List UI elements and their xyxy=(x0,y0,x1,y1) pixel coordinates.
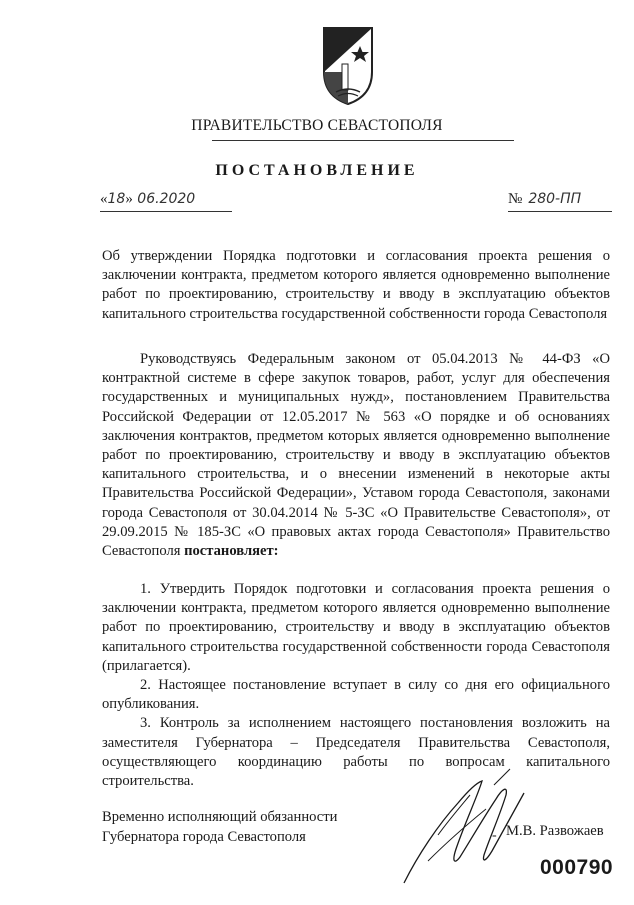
document-date xyxy=(100,191,232,212)
coat-of-arms-icon xyxy=(318,24,378,108)
signatory-name: М.В. Развожаев xyxy=(506,823,604,839)
document-number xyxy=(508,191,612,212)
date-day: 18 xyxy=(107,191,126,207)
resolution-item-2: 2. Настоящее постановление вступает в силу со дня его официального опубликования. xyxy=(102,677,610,713)
document-type: ПОСТАНОВЛЕНИЕ xyxy=(215,162,419,179)
title-divider xyxy=(212,140,514,141)
resolution-item-1: 1. Утвердить Порядок подготовки и согласования проекта решения о заключении контракта, предметом которого является одновременно выполнение работ по проектированию, строительству и вводу в эксплуатацию объектов капитального строительства государственной собственности города Севастополя (прилагается). xyxy=(102,581,610,674)
basis-text: Руководствуясь Федеральным законом от 05.04.2013 № 44-ФЗ «О контрактной системе в сфере закупок товаров, работ, услуг для обеспечения государственных и муниципальных нужд», постановлением Правительства Российской Федерации от 12.05.2017 № 563 «О порядке и об основаниях заключения контрактов, предметом которых является одновременно выполнение работ по проектированию, строительству и вводу в эксплуатацию объектов капитального строительства, и о внесении изменений в некоторые акты Правительства Российской Федерации», Уставом города Севастополя, законами города Севастополя от 30.04.2014 № 5-ЗС «О Правительстве Севастополя», от 29.09.2015 № 185-ЗС «О правовых актах города Севастополя» Правительство Севастополя xyxy=(102,351,610,560)
resolution-item-3: 3. Контроль за исполнением настоящего постановления возложить на заместителя Губернатора – Председателя Правительства Севастополя, осуществляющего координацию работы по вопросам капитального строительства. xyxy=(102,715,610,790)
date-close-quote: » xyxy=(125,191,133,207)
document-subject xyxy=(102,247,610,324)
resolves-word: постановляет: xyxy=(184,543,279,560)
subject-text: Об утверждении Порядка подготовки и согласования проекта решения о заключении контракта, предметом которого является одновременно выполнение работ по проектированию, строительству и вводу в эксплуатацию объектов капитального строительства государственной собственности города Севастополя xyxy=(102,248,610,322)
number-value: 280-ПП xyxy=(528,191,582,207)
date-month-year: 06.2020 xyxy=(137,191,196,207)
basis-paragraph xyxy=(102,350,610,561)
resolution-items xyxy=(102,580,610,791)
government-title: ПРАВИТЕЛЬСТВО СЕВАСТОПОЛЯ xyxy=(191,117,443,134)
position-line-1: Временно исполняющий обязанности xyxy=(102,809,338,825)
serial-number: 000790 xyxy=(540,856,614,879)
number-prefix: № xyxy=(508,191,523,207)
signatory-position xyxy=(102,808,337,847)
date-open-quote: « xyxy=(100,191,108,207)
signature-dash: - xyxy=(492,828,497,843)
position-line-2: Губернатора города Севастополя xyxy=(102,828,306,845)
legal-basis xyxy=(102,350,610,561)
